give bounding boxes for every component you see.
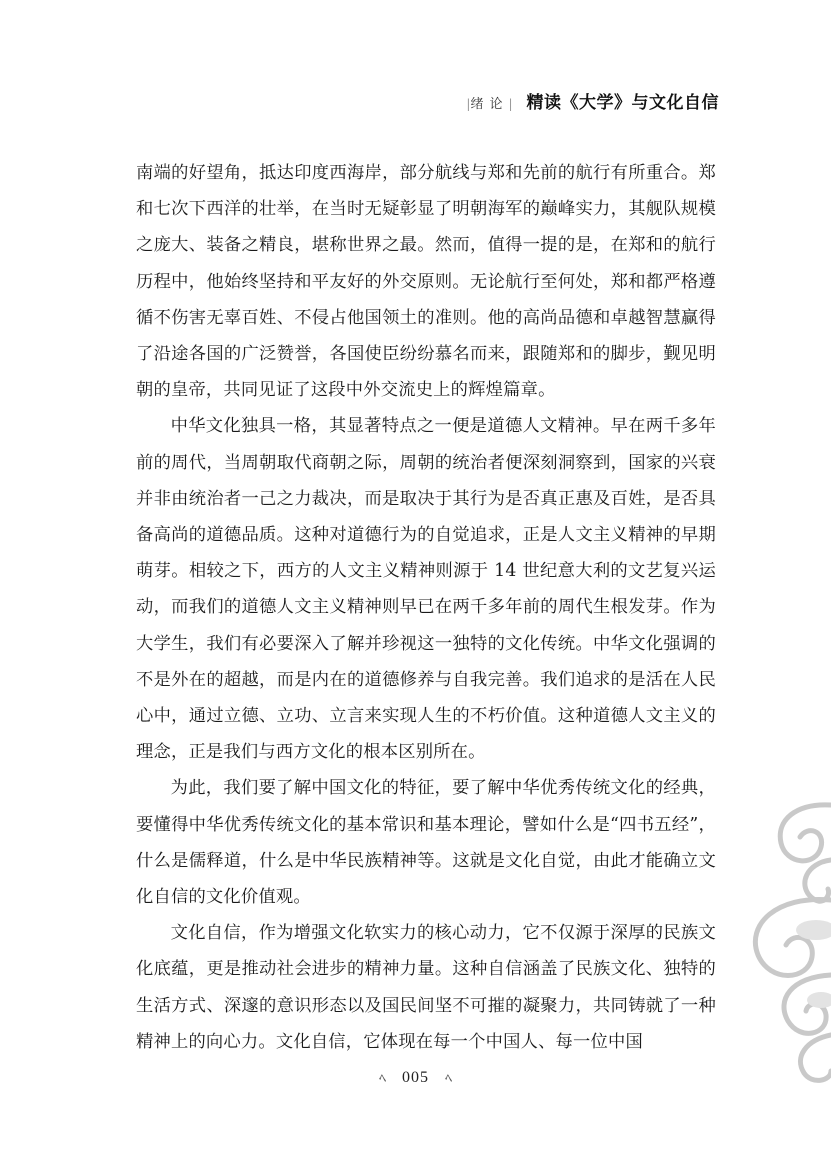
body-text (136, 155, 716, 1060)
page-footer (0, 1068, 831, 1088)
book-title: 精读《大学》与文化自信 (526, 93, 719, 113)
paragraph: 南端的好望角，抵达印度西海岸，部分航线与郑和先前的航行有所重合。郑和七次下西洋的壮举，在当时无疑彰显了明朝海军的巅峰实力，其舰队规模之庞大、装备之精良，堪称世界之最。然而，值得一提的是，在郑和的航行历程中，他始终坚持和平友好的外交原则。无论航行至何处，郑和都严格遵循不伤害无辜百姓、不侵占他国领土的准则。他的高尚品德和卓越智慧赢得了沿途各国的广泛赞誉，各国使臣纷纷慕名而来，跟随郑和的脚步，觐见明朝的皇帝，共同见证了这段中外交流史上的辉煌篇章。 (136, 163, 716, 401)
section-label (466, 93, 512, 112)
paragraph: 中华文化独具一格，其显著特点之一便是道德人文精神。早在两千多年前的周代，当周朝取代商朝之际，周朝的统治者便深刻洞察到，国家的兴衰并非由统治者一己之力裁决，而是取决于其行为是否真正惠及百姓，是否具备高尚的道德品质。这种对道德行为的自觉追求，正是人文主义精神的早期萌芽。相较之下，西方的人文主义精神则源于 14 世纪意大利的文艺复兴运动，而我们的道德人文主义精神则早已在两千多年前的周代生根发芽。作为大学生，我们有必要深入了解并珍视这一独特的文化传统。中华文化强调的不是外在的超越，而是内在的道德修养与自我完善。我们追求的是活在人民心中，通过立德、立功、立言来实现人生的不朽价值。这种道德人文主义的理念，正是我们与西方文化的根本区别所在。 (136, 416, 716, 763)
footer-ornament-left-icon: ﾍ (379, 1072, 386, 1087)
page-number: 005 (402, 1069, 429, 1086)
footer-ornament-right-icon: ﾍ (445, 1072, 452, 1087)
running-header (466, 88, 719, 113)
section-name: 绪论 (470, 97, 509, 112)
cloud-ornament-icon (736, 785, 831, 1085)
paragraph: 为此，我们要了解中国文化的特征，要了解中华优秀传统文化的经典，要懂得中华优秀传统文化的基本常识和基本理论，譬如什么是“四书五经”，什么是儒释道，什么是中华民族精神等。这就是文化自觉，由此才能确立文化自信的文化价值观。 (136, 778, 716, 908)
section-bar-right: | (508, 97, 513, 111)
paragraph: 文化自信，作为增强文化软实力的核心动力，它不仅源于深厚的民族文化底蕴，更是推动社会进步的精神力量。这种自信涵盖了民族文化、独特的生活方式、深邃的意识形态以及国民间坚不可摧的凝聚力，共同铸就了一种精神上的向心力。文化自信，它体现在每一个中国人、每一位中国 (136, 923, 716, 1052)
section-bar-left: | (466, 97, 471, 111)
